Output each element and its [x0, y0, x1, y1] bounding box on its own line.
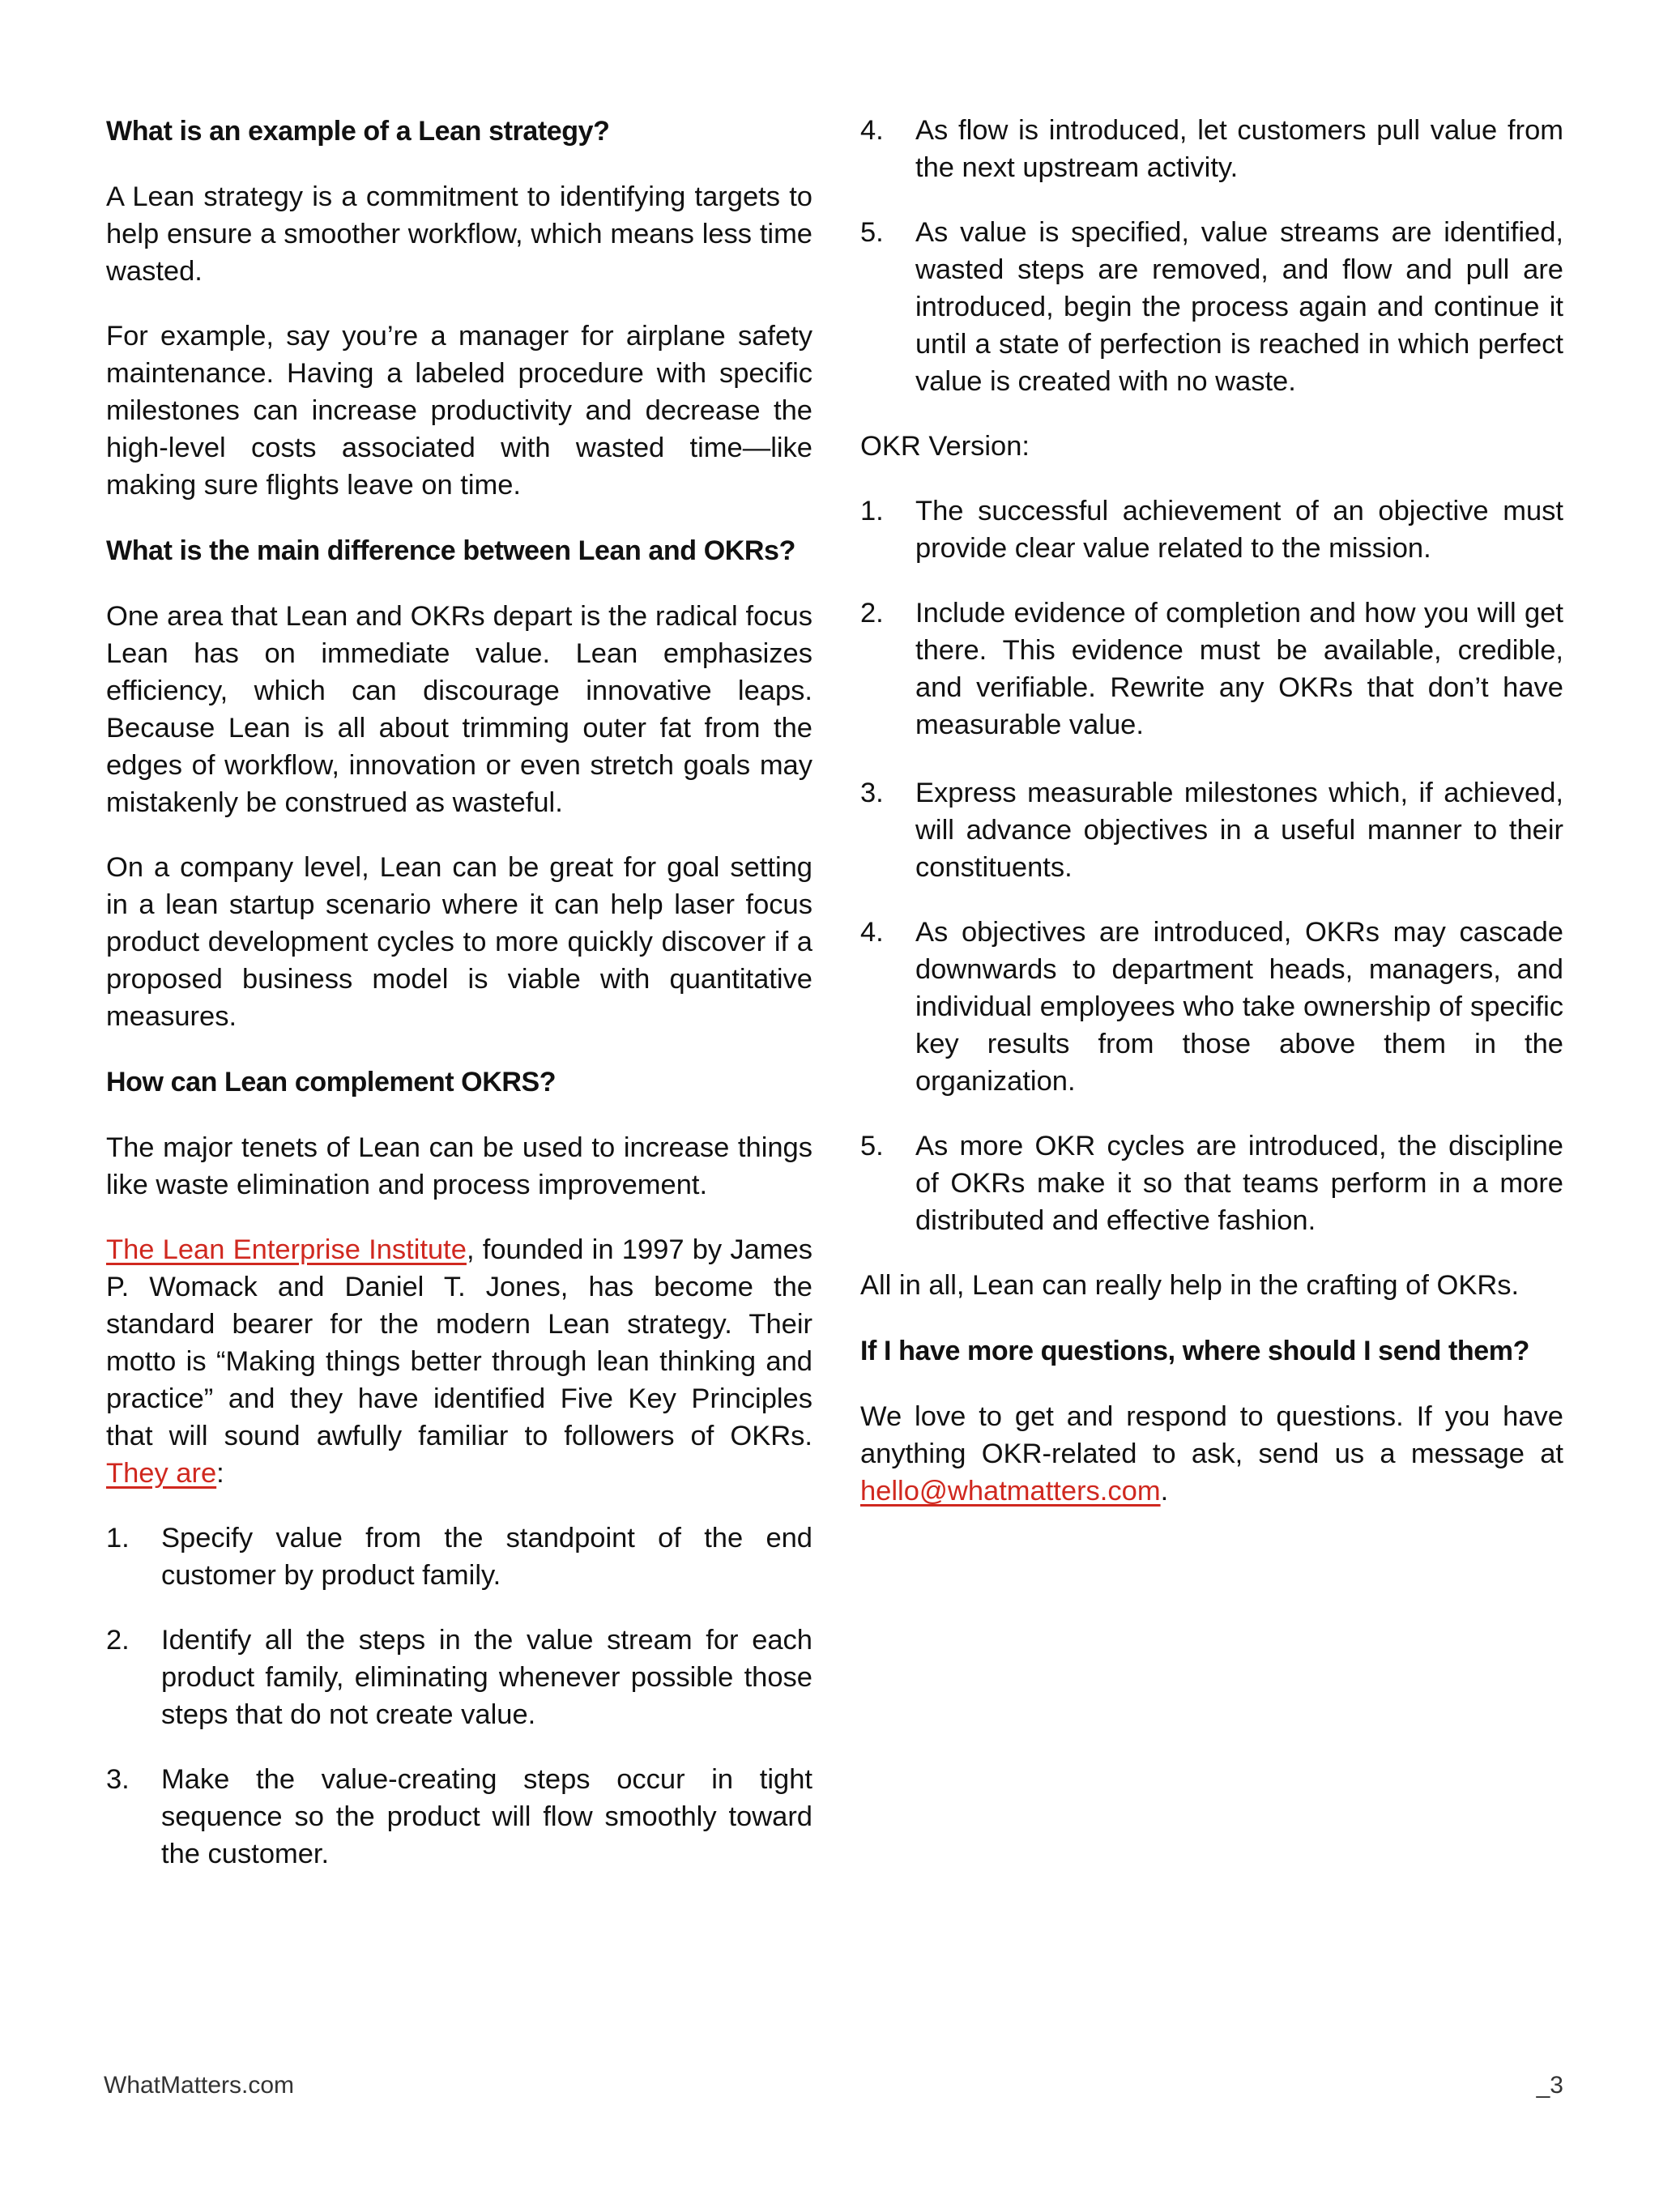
list-number: 4. — [860, 917, 884, 948]
paragraph-contact — [860, 1398, 1563, 1510]
left-column — [106, 112, 812, 1900]
heading-main-difference: What is the main difference between Lean and OKRs? — [106, 535, 795, 566]
contact-period: . — [1160, 1476, 1169, 1507]
list-item — [860, 492, 1563, 567]
list-text: The successful achievement of an objective must provide clear value related to the mission. — [915, 496, 1563, 564]
list-text: Specify value from the standpoint of the end customer by product family. — [161, 1523, 812, 1591]
list-text: Express measurable milestones which, if achieved, will advance objectives in a useful manner to their constituents. — [915, 778, 1563, 883]
list-item — [860, 595, 1563, 744]
list-item — [106, 1622, 812, 1733]
list-item — [106, 1519, 812, 1594]
footer-page-number: _3 — [1536, 2072, 1563, 2099]
list-number: 1. — [106, 1523, 130, 1554]
list-number: 4. — [860, 115, 884, 146]
list-item — [860, 214, 1563, 400]
heading-lean-example: What is an example of a Lean strategy? — [106, 116, 610, 147]
footer-site: WhatMatters.com — [104, 2072, 295, 2099]
link-email[interactable]: hello@whatmatters.com — [860, 1476, 1161, 1507]
list-text: As flow is introduced, let customers pull value from the next upstream activity. — [915, 115, 1563, 183]
paragraph-lean-institute — [106, 1231, 812, 1492]
list-number: 3. — [106, 1764, 130, 1795]
list-item — [860, 112, 1563, 186]
list-text: Include evidence of completion and how you will get there. This evidence must be available, credible, and verifiable. Rewrite any OKRs that don’t have measurable value. — [915, 598, 1563, 740]
list-number: 5. — [860, 1131, 884, 1161]
paragraph-all-in-all: All in all, Lean can really help in the crafting of OKRs. — [860, 1270, 1520, 1301]
lean-principles-list — [106, 1519, 812, 1873]
paragraph-airplane-example: For example, say you’re a manager for airplane safety maintenance. Having a labeled procedure with specific milestones can increase productivity and decrease the high-level costs associated with wasted time—like making sure flights leave on time. — [106, 321, 812, 501]
list-item — [860, 1127, 1563, 1239]
list-item — [106, 1761, 812, 1873]
list-number: 2. — [860, 598, 884, 629]
list-item — [860, 914, 1563, 1100]
right-column — [860, 112, 1563, 1537]
list-text: Identify all the steps in the value stream for each product family, eliminating whenever possible those steps that do not create value. — [161, 1625, 812, 1730]
paragraph-lean-strategy: A Lean strategy is a commitment to identifying targets to help ensure a smoother workflow, which means less time wasted. — [106, 181, 812, 287]
list-text: As value is specified, value streams are identified, wasted steps are removed, and flow and pull are introduced, begin the process again and continue it until a state of perfection is reached in which perfect value is created with no waste. — [915, 217, 1563, 397]
paragraph-radical-focus: One area that Lean and OKRs depart is the radical focus Lean has on immediate value. Lean emphasizes efficiency, which can discourage innovative leaps. Because Lean is all about trimming outer fat from the edges of workflow, innovation or even stretch goals may mistakenly be construed as wasteful. — [106, 601, 812, 818]
list-text: As objectives are introduced, OKRs may cascade downwards to department heads, managers, and individual employees who take ownership of specific key results from those above them in the organization. — [915, 917, 1563, 1097]
list-number: 2. — [106, 1625, 130, 1656]
link-lean-enterprise-institute[interactable]: The Lean Enterprise Institute — [106, 1234, 467, 1265]
lean-institute-colon: : — [216, 1458, 224, 1489]
paragraph-company-level: On a company level, Lean can be great for goal setting in a lean startup scenario where it can help laser focus product development cycles to more quickly discover if a proposed business model is viable with quantitative measures. — [106, 852, 812, 1032]
lean-institute-text: , founded in 1997 by James P. Womack and Daniel T. Jones, has become the standard bearer for the modern Lean strategy. Their motto is “Making things better through lean thinking and practice” and they have identified Five Key Principles that will sound awfully familiar to followers of OKRs. — [106, 1234, 813, 1451]
lean-principles-list-continued — [860, 112, 1563, 400]
contact-text: We love to get and respond to questions. If you have anything OKR-related to ask, send us a message at — [860, 1401, 1563, 1469]
okr-version-list — [860, 492, 1563, 1239]
heading-more-questions: If I have more questions, where should I send them? — [860, 1336, 1529, 1366]
heading-complement: How can Lean complement OKRS? — [106, 1067, 557, 1097]
list-item — [860, 774, 1563, 886]
paragraph-major-tenets: The major tenets of Lean can be used to increase things like waste elimination and process improvement. — [106, 1132, 812, 1200]
link-they-are[interactable]: They are — [106, 1458, 217, 1489]
list-text: Make the value-creating steps occur in tight sequence so the product will flow smoothly toward the customer. — [161, 1764, 812, 1869]
list-text: As more OKR cycles are introduced, the discipline of OKRs make it so that teams perform in a more distributed and effective fashion. — [915, 1131, 1563, 1236]
okr-version-label: OKR Version: — [860, 431, 1030, 462]
list-number: 5. — [860, 217, 884, 248]
list-number: 1. — [860, 496, 884, 526]
list-number: 3. — [860, 778, 884, 808]
